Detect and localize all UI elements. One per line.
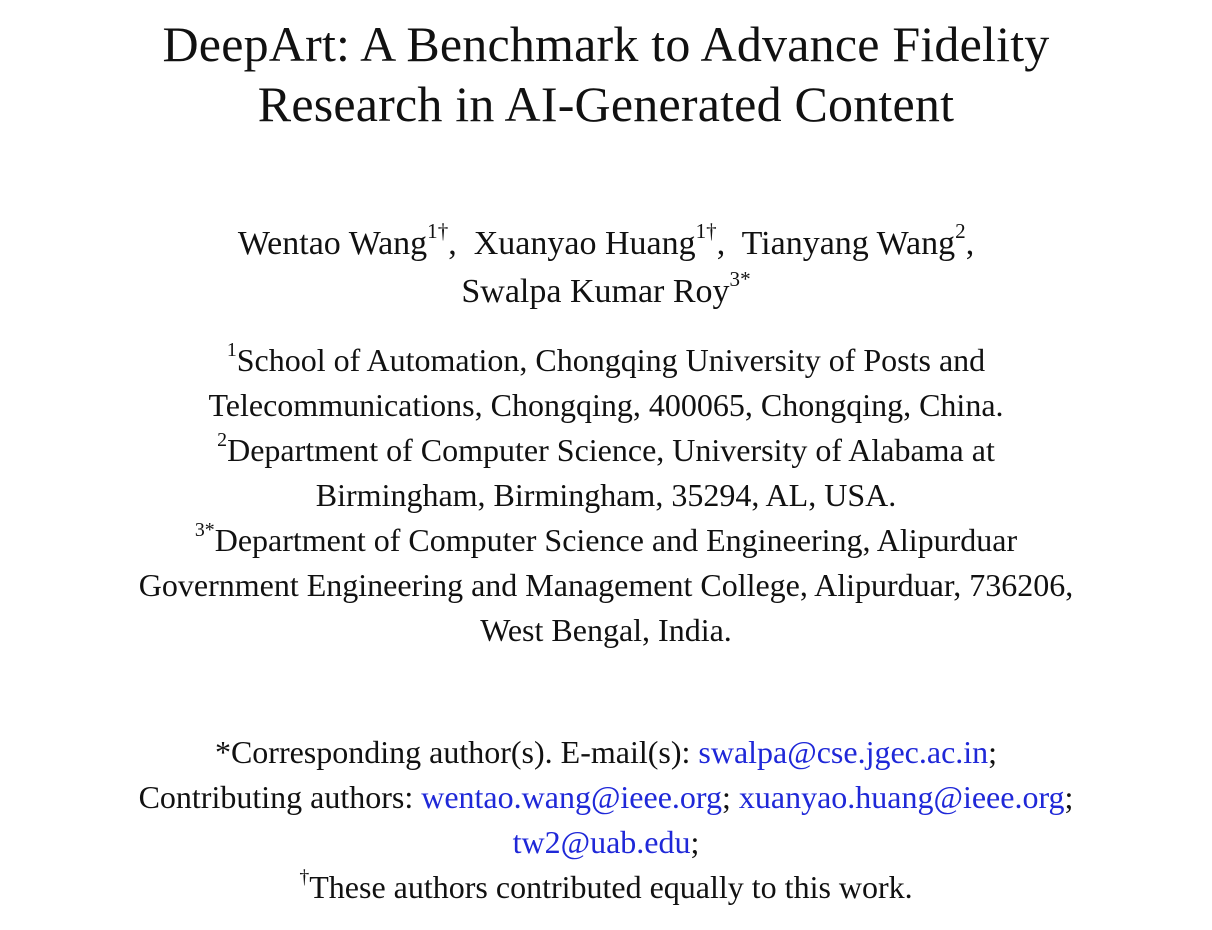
author-affiliation-mark: 1† [427, 219, 449, 244]
contributing-label: Contributing authors: [138, 779, 422, 815]
email-link-contributing[interactable]: tw2@uab.edu [512, 824, 691, 860]
affiliation-text: Department of Computer Science, University of Alabama at [227, 432, 995, 468]
author-separator: , [716, 225, 726, 262]
contributing-authors-line-2 [0, 820, 1212, 865]
equal-contribution-note [0, 865, 1212, 910]
author-separator: , [965, 225, 975, 262]
email-separator: ; [690, 824, 700, 860]
email-separator: ; [1064, 779, 1074, 815]
author-affiliation-mark: 1† [695, 219, 717, 244]
email-link-contributing[interactable]: wentao.wang@ieee.org [421, 779, 722, 815]
affiliation-3 [0, 518, 1212, 653]
affiliation-text: Department of Computer Science and Engineering, Alipurduar [214, 522, 1018, 558]
author-name: Tianyang Wang [741, 225, 956, 262]
email-separator: ; [721, 779, 731, 815]
equal-contribution-mark: † [299, 866, 310, 889]
affiliation-text: Telecommunications, Chongqing, 400065, Chongqing, China. [208, 387, 1004, 423]
paper-title [0, 14, 1212, 134]
affiliation-1 [0, 338, 1212, 428]
email-link-contributing[interactable]: xuanyao.huang@ieee.org [738, 779, 1065, 815]
author-affiliation-mark: 3* [729, 267, 751, 292]
author-name: Wentao Wang [237, 225, 428, 262]
affiliation-mark: 1 [226, 339, 237, 362]
affiliation-text: West Bengal, India. [480, 612, 732, 648]
email-link-corresponding[interactable]: swalpa@cse.jgec.ac.in [698, 734, 989, 770]
title-line-2: Research in AI-Generated Content [257, 76, 955, 132]
author-name: Swalpa Kumar Roy [461, 273, 730, 310]
affiliation-text: Birmingham, Birmingham, 35294, AL, USA. [315, 477, 897, 513]
author-list [0, 220, 1212, 316]
email-separator: ; [988, 734, 998, 770]
title-line-1: DeepArt: A Benchmark to Advance Fidelity [162, 16, 1050, 72]
author-separator: , [448, 225, 457, 262]
affiliation-list [0, 338, 1212, 653]
contributing-authors-line [0, 775, 1212, 820]
author-affiliation-mark: 2 [955, 219, 966, 244]
equal-contribution-text: These authors contributed equally to this work. [309, 869, 913, 905]
corresponding-author-line [0, 730, 1212, 775]
affiliation-text: Government Engineering and Management College, Alipurduar, 736206, [138, 567, 1074, 603]
contact-section [0, 730, 1212, 910]
affiliation-text: School of Automation, Chongqing University of Posts and [236, 342, 986, 378]
affiliation-mark: 3* [194, 519, 215, 542]
corresponding-label: *Corresponding author(s). E-mail(s): [214, 734, 699, 770]
author-name: Xuanyao Huang [473, 225, 696, 262]
affiliation-mark: 2 [217, 429, 228, 452]
affiliation-2 [0, 428, 1212, 518]
